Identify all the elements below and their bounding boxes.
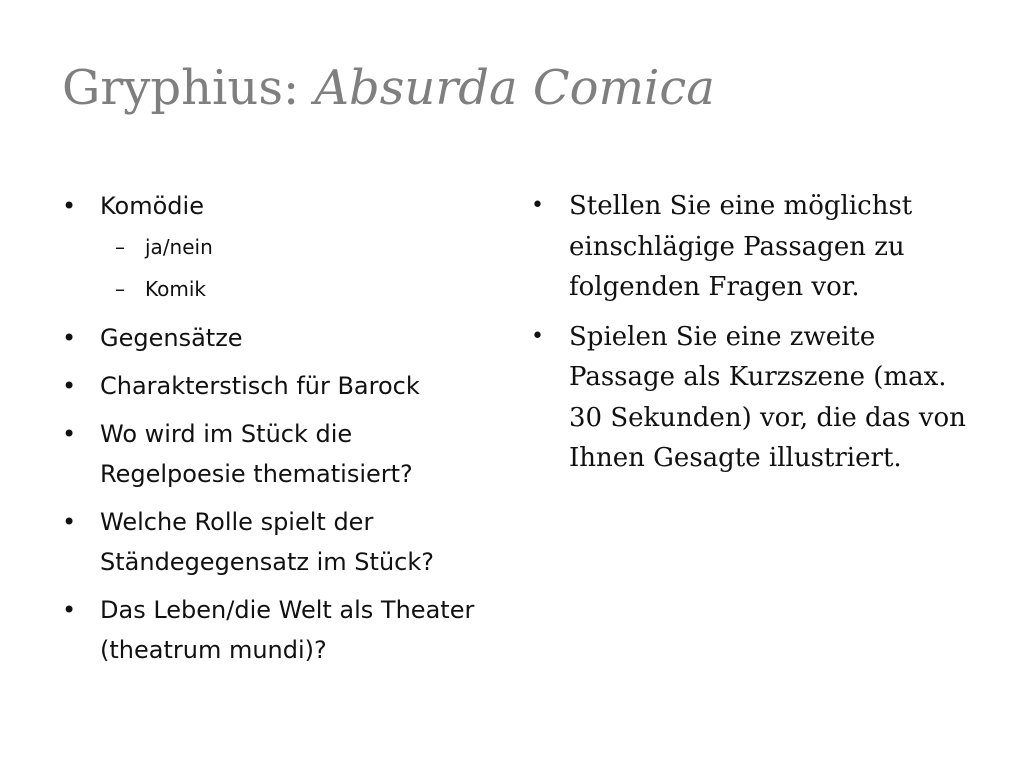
sub-list (100, 226, 502, 310)
list-item-text: Welche Rolle spielt der Ständegegensatz im Stück? (100, 508, 434, 576)
list-item-text: Wo wird im Stück die Regelpoesie thematisiert? (100, 420, 413, 488)
list-item-kurzszene (531, 317, 981, 479)
sub-item-text: ja/nein (145, 235, 213, 259)
list-item-theatrum-mundi (62, 590, 502, 670)
bullet-icon: • (62, 596, 77, 624)
list-item-staendegegensatz (62, 502, 502, 582)
left-bullet-list (62, 186, 502, 670)
bullet-icon: • (62, 508, 77, 536)
sub-item-ja-nein (100, 226, 502, 268)
list-item-text: Das Leben/die Welt als Theater (theatrum mundi)? (100, 596, 475, 664)
list-item-barock (62, 366, 502, 406)
dash-icon: – (115, 277, 125, 301)
sub-item-komik (100, 268, 502, 310)
title-author: Gryphius: (62, 60, 315, 116)
list-item-regelpoesie (62, 414, 502, 494)
list-item-text: Charakterstisch für Barock (100, 372, 420, 400)
bullet-icon: • (531, 193, 544, 218)
bullet-icon: • (62, 420, 77, 448)
list-item-passagen (531, 186, 981, 308)
bullet-icon: • (531, 323, 544, 349)
list-item-text: Gegensätze (100, 324, 243, 352)
title-work: Absurda Comica (314, 60, 715, 116)
right-bullet-list (531, 186, 981, 479)
list-item-gegensaetze (62, 318, 502, 358)
bullet-icon: • (62, 372, 77, 400)
list-item-text: Stellen Sie eine möglichst einschlägige Passagen zu folgenden Fragen vor. (569, 191, 913, 302)
list-item-text: Komödie (100, 192, 204, 220)
dash-icon: – (115, 235, 125, 259)
list-item-text: Spielen Sie eine zweite Passage als Kurzszene (max. 30 Sekunden) vor, die das von Ihnen Gesagte illustriert. (569, 321, 966, 473)
list-item-komoedie (62, 186, 502, 310)
bullet-icon: • (62, 324, 77, 352)
sub-item-text: Komik (145, 277, 206, 301)
slide-title (62, 62, 715, 115)
bullet-icon: • (62, 192, 77, 220)
